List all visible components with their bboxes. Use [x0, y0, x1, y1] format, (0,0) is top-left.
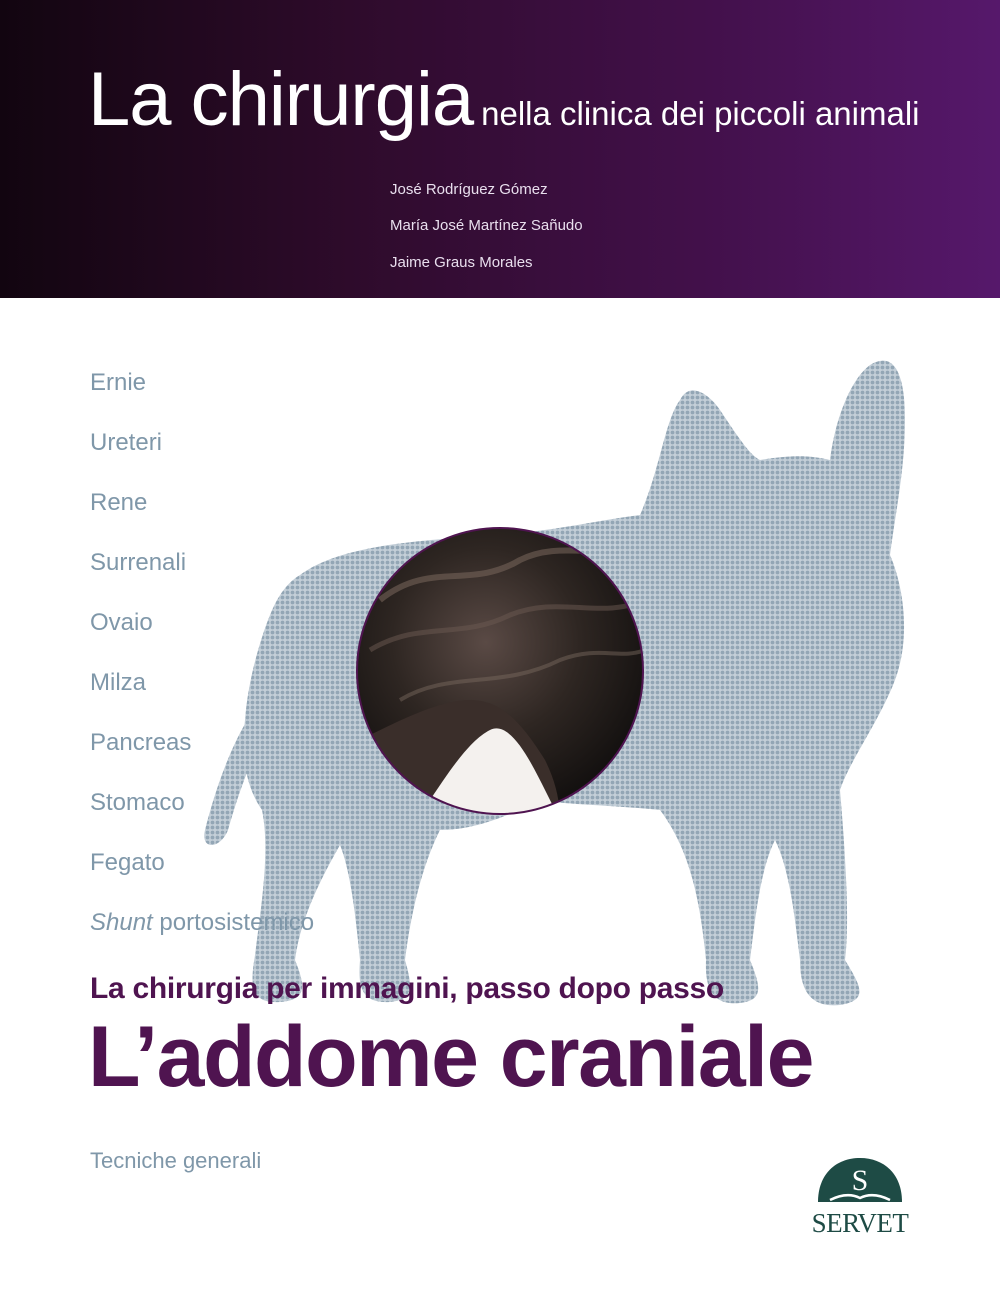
author-3: Jaime Graus Morales: [390, 254, 533, 271]
publisher-logo: [800, 1150, 920, 1245]
series-title: [88, 57, 920, 142]
section-label: Tecniche generali: [90, 1148, 262, 1173]
topic-item: Ureteri: [90, 429, 163, 456]
topic-item: Surrenali: [90, 549, 187, 576]
series-title-main: La chirurgia: [88, 57, 474, 142]
series-title-subtitle: nella clinica dei piccoli animali: [481, 95, 920, 132]
book-title: L’addome craniale: [88, 1009, 813, 1105]
topic-item: Milza: [90, 669, 147, 696]
topic-item: Fegato: [90, 849, 165, 876]
svg-text:S: S: [851, 1164, 869, 1197]
topic-item: Stomaco: [90, 789, 185, 816]
topic-item: Ovaio: [90, 609, 153, 636]
topic-item: Ernie: [90, 369, 147, 396]
cover-header: [0, 0, 1000, 298]
topic-italic-part: Shunt: [90, 909, 153, 936]
author-2: María José Martínez Sañudo: [390, 217, 583, 234]
servet-logo-icon: [800, 1150, 920, 1210]
topic-item-shunt: [90, 908, 314, 938]
topic-item: Pancreas: [90, 729, 192, 756]
topic-rest-part: portosistemico: [152, 909, 315, 936]
book-subtitle: La chirurgia per immagini, passo dopo passo: [90, 972, 724, 1005]
topic-item: Rene: [90, 489, 148, 516]
author-1: José Rodríguez Gómez: [390, 181, 548, 198]
publisher-name: SERVET: [811, 1208, 909, 1238]
